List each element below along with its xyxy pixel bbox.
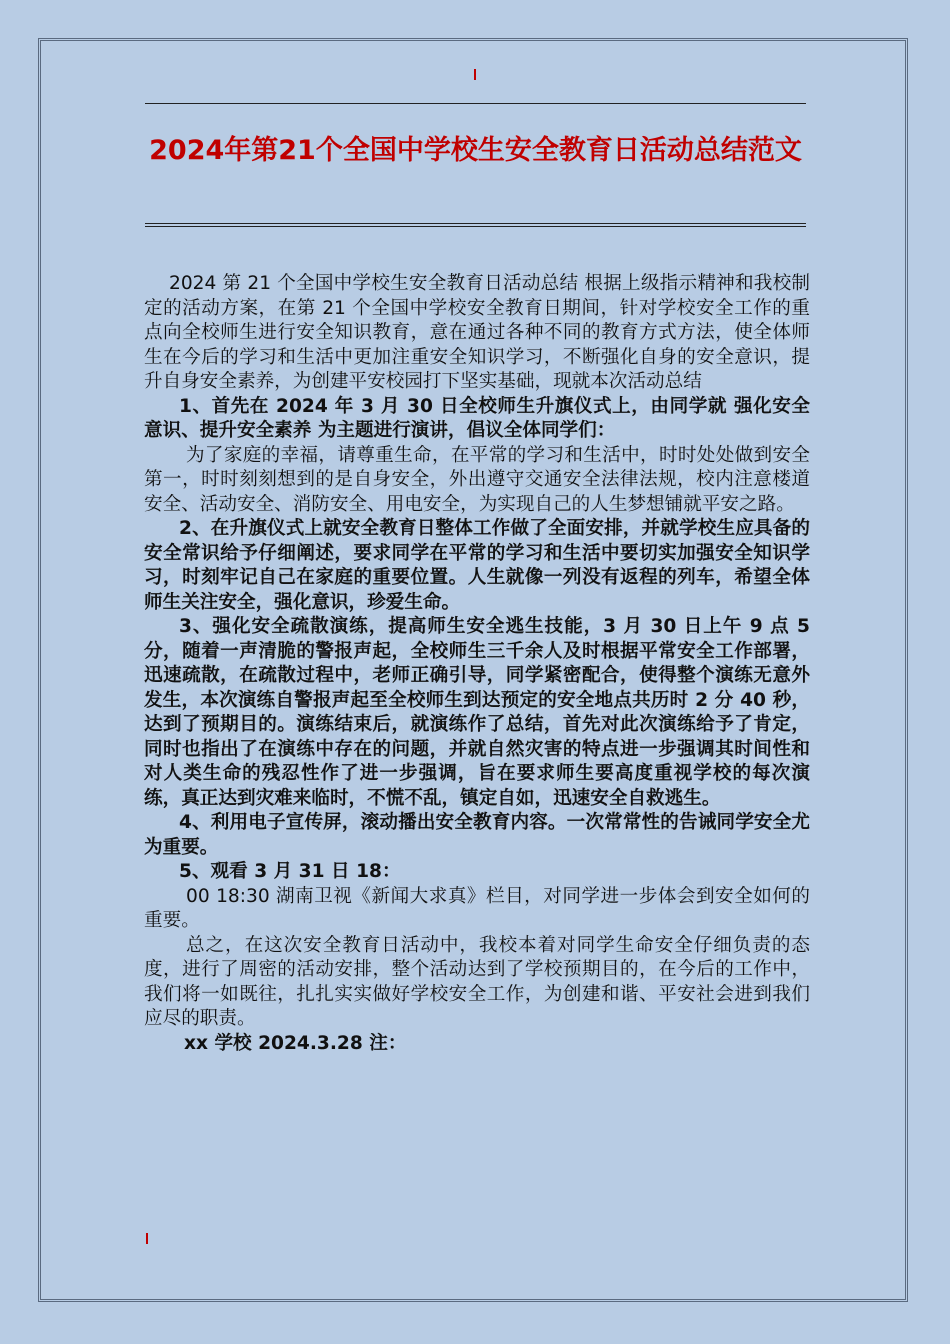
- item-5-detail-paragraph: 00 18:30 湖南卫视《新闻大求真》栏目，对同学进一步体会到安全如何的重要。: [144, 885, 810, 931]
- header-rule: [145, 103, 806, 104]
- document-body: [144, 272, 810, 1056]
- item-5-paragraph: 5、观看 3 月 31 日 18：: [179, 861, 401, 882]
- intro-paragraph: 2024 第 21 个全国中学校生安全教育日活动总结 根据上级指示精神和我校制定的活动方案，在第 21 个全国中学校安全教育日期间，针对学校安全工作的重点向全校师生进行安全知识教育，意在通过各种不同的教育方式方法，使全体师生在今后的学习和生活中更加注重安全知识学习，不断强化自身的安全意识，提升自身安全素养，为创建平安校园打下坚实基础，现就本次活动总结: [144, 273, 810, 392]
- title-rule-lower: [145, 226, 806, 227]
- item-3-paragraph: 3、强化安全疏散演练，提高师生安全逃生技能，3 月 30 日上午 9 点 5 分，随着一声清脆的警报声起，全校师生三千余人及时根据平常安全工作部署，迅速疏散，在疏散过程中，老师正确引导，同学紧密配合，使得整个演练无意外发生，本次演练自警报声起至全校师生到达预定的安全地点共历时 2 分 40 秒，达到了预期目的。演练结束后，就演练作了总结，首先对此次演练给予了肯定，同时也指出了在演练中存在的问题，并就自然灾害的特点进一步强调其时间性和对人类生命的残忍性作了进一步强调，旨在要求师生要高度重视学校的每次演练，真正达到灾难来临时，不慌不乱，镇定自如，迅速安全自救逃生。: [144, 616, 810, 809]
- signature-line: xx 学校 2024.3.28 注：: [184, 1032, 407, 1054]
- text-cursor-marker: [474, 69, 476, 80]
- item-1-paragraph: 1、首先在 2024 年 3 月 30 日全校师生升旗仪式上，由同学就 强化安全意识、提升安全素养 为主题进行演讲，倡议全体同学们：: [144, 395, 810, 441]
- item-1-detail-paragraph: 为了家庭的幸福，请尊重生命，在平常的学习和生活中，时时处处做到安全第一，时时刻刻想到的是自身安全，外出遵守交通安全法律法规，校内注意楼道安全、活动安全、消防安全、用电安全，为实现自己的人生梦想铺就平安之路。: [144, 444, 810, 515]
- item-2-paragraph: 2、在升旗仪式上就安全教育日整体工作做了全面安排，并就学校生应具备的安全常识给予仔细阐述，要求同学在平常的学习和生活中要切实加强安全知识学习，时刻牢记自己在家庭的重要位置。人生就像一列没有返程的列车，希望全体师生关注安全，强化意识，珍爱生命。: [144, 518, 810, 613]
- footer-cursor-marker: [146, 1233, 148, 1244]
- document-title: 2024年第21个全国中学校生安全教育日活动总结范文: [149, 135, 802, 166]
- item-4-paragraph: 4、利用电子宣传屏，滚动播出安全教育内容。一次常常性的告诫同学安全尤为重要。: [144, 812, 810, 858]
- title-rule-upper: [145, 223, 806, 224]
- conclusion-paragraph: 总之，在这次安全教育日活动中，我校本着对同学生命安全仔细负责的态度，进行了周密的活动安排，整个活动达到了学校预期目的，在今后的工作中，我们将一如既往，扎扎实实做好学校安全工作，为创建和谐、平安社会进到我们应尽的职责。: [144, 934, 810, 1029]
